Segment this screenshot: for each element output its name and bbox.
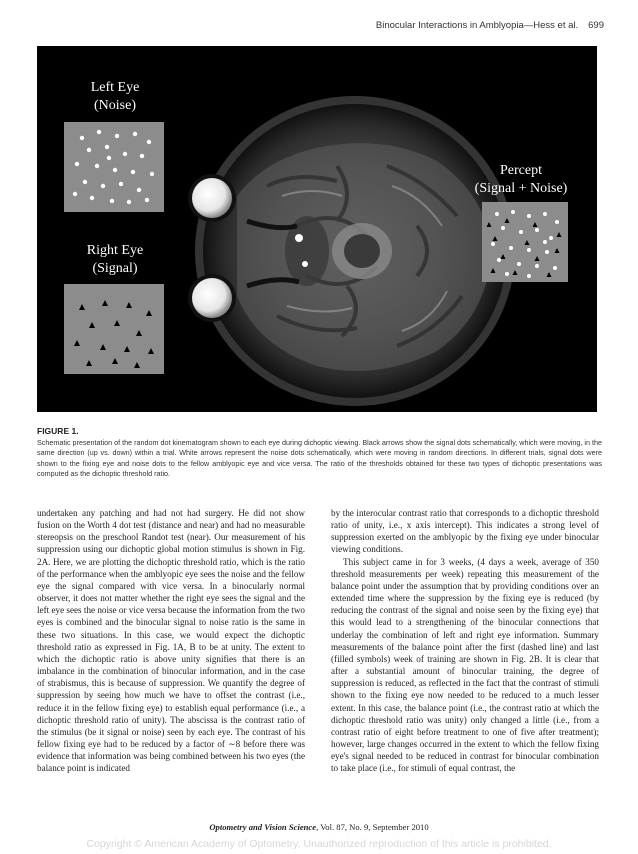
left-eye-label-line2: (Noise)	[94, 98, 136, 113]
page-number: 699	[588, 20, 604, 31]
percept-label-line2: (Signal + Noise)	[474, 181, 568, 196]
running-head	[376, 20, 604, 31]
percept-panel	[482, 202, 568, 282]
body-paragraph: undertaken any patching and had not had surgery. He did not show fusion on the Worth 4 dot test (distance and near) and had no measurable stereopsis on the preschool Randot test (near). Our measurement of his suppression using our dichoptic global motion stimulus is shown in Fig. 2A. Here, we are plotting the dichoptic threshold ratio, which is the ratio of the performance when the amblyopic eye sees the noise and the fellow eye the signal compared with vice versa. In a binocularly normal observer, it does not matter whether the right eye sees the signal and the left eye sees the noise or vice versa because the information from the two eyes is combined and the binocular signal to noise ratio is the same in these two situations. In this case, we would expect the dichoptic threshold ratio as expressed in Fig. 1A, B to be at unity. The extent to which the dichoptic ratio is above unity signifies that there is an imbalance in the combination of binocular information, and in the case of strabismus, this is because of suppression. We quantify the degree of suppression by seeing how much we have to offset the contrast (i.e., reduce it in the fellow fixing eye) to establish equal performance (i.e., a dichoptic threshold ratio of unity). The abscissa is the contrast ratio of the stimulus (be it signal or noise) seen by each eye. The contrast of his fellow fixing eye had to be reduced by a factor of ∼8 before there was evidence that information was being combined between his two eyes (the balance point is indicated	[37, 508, 305, 774]
body-column-left	[37, 507, 305, 774]
left-eye-label-line1: Left Eye	[90, 80, 140, 95]
copyright-watermark: Copyright © American Academy of Optometry. Unauthorized reproduction of this article is prohibited.	[86, 838, 552, 850]
body-paragraph: by the interocular contrast ratio that corresponds to a dichoptic threshold ratio of unity, i.e., x axis intercept). This indicates a strong level of suppression exerted on the amblyopic by the fixing eye under binocular viewing conditions.	[331, 508, 599, 555]
brain-mri-image	[195, 96, 515, 406]
left-eye-panel	[64, 122, 164, 212]
body-column-right	[331, 507, 599, 774]
figure-caption-text: Schematic presentation of the random dot kinematogram shown to each eye during dichoptic viewing. Black arrows show the signal dots schematically, which were moving, in the same direction (up vs. down) within a trial. White arrows represent the noise dots schematically, which were moving in random directions. In different trials, signal dots were shown to the fixing eye and noise dots to the fellow amblyopic eye and vice versa. The ratio of the thresholds obtained for these two types of dichoptic presentations was computed as the dichoptic threshold ratio.	[37, 438, 602, 479]
right-eye-label-line1: Right Eye	[86, 243, 144, 258]
journal-issue: , Vol. 87, No. 9, September 2010	[316, 822, 429, 832]
figure-illustration	[37, 46, 597, 412]
body-paragraph: This subject came in for 3 weeks, (4 days a week, average of 350 threshold measurements per week) repeating this measurement of the balance point under the assumption that by providing conditions over an extended time where the suppression by the fixing eye is reduced (by reducing the contrast of the signal and noise seen by the fixing eye) that this would lead to a strengthening of the binocular connections that underlay the combination of left and right eye information. Summary measurements of the balance point after the first (dashed line) and last (filled symbols) week of training are shown in Fig. 2B. It is clear that after a substantial amount of binocular training, the degree of suppression is reduced, as reflected in the fact that the contrast of stimuli shown to the fixing eye now needed to be reduced to a much lesser extent. In this case, the balance point (i.e., the contrast ratio at which the dichoptic threshold ratio was unity) only changed a little (i.e., from a contrast ratio of eight before treatment to one of five after treatment); however, large changes occurred in the extent to which the fellow fixing eye's signal needed to be reduced in contrast for binocular combination to take place (i.e., for stimuli of equal contrast, the	[331, 556, 599, 774]
eyeball-upper	[188, 174, 236, 222]
figure-1	[37, 46, 597, 412]
running-head-title: Binocular Interactions in Amblyopia—Hess et al.	[375, 20, 579, 31]
journal-name: Optometry and Vision Science	[209, 822, 317, 832]
right-eye-label-line2: (Signal)	[92, 261, 138, 276]
figure-caption-title: FIGURE 1.	[37, 426, 79, 436]
page-footer	[0, 822, 638, 832]
percept-label-line1: Percept	[500, 163, 542, 178]
eyeball-lower	[188, 274, 236, 322]
